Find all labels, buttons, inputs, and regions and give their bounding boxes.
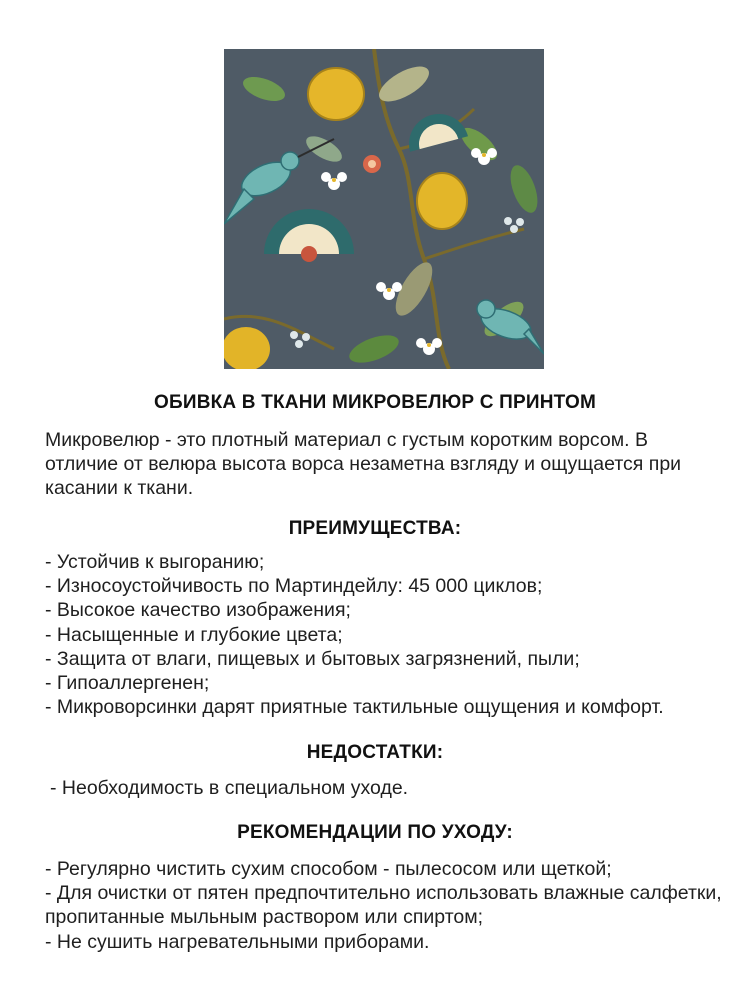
advantages-heading: ПРЕИМУЩЕСТВА: <box>288 518 462 539</box>
list-item: - Необходимость в специальном уходе. <box>50 777 409 799</box>
intro-paragraph: Микровелюр - это плотный материал с густым коротким ворсом. В отличие от велюра высота ворса незаметна взгляду и ощущается при касании к ткани. <box>45 429 682 499</box>
disadvantages-list <box>50 776 730 800</box>
list-item: - Гипоаллергенен; <box>45 672 210 695</box>
disadvantages-heading: НЕДОСТАТКИ: <box>306 742 444 763</box>
care-heading: РЕКОМЕНДАЦИИ ПО УХОДУ: <box>237 822 513 843</box>
section-title: ОБИВКА В ТКАНИ МИКРОВЕЛЮР С ПРИНТОМ <box>154 392 596 413</box>
fabric-print-image <box>224 49 544 369</box>
list-item: - Высокое качество изображения; <box>45 599 351 622</box>
list-item: - Микроворсинки дарят приятные тактильные ощущения и комфорт. <box>45 696 664 719</box>
care-list <box>45 857 725 954</box>
list-item: - Устойчив к выгоранию; <box>45 551 265 573</box>
list-item: - Регулярно чистить сухим способом - пылесосом или щеткой; <box>45 858 612 880</box>
list-item: - Защита от влаги, пищевых и бытовых загрязнений, пыли; <box>45 647 580 670</box>
list-item: - Насыщенные и глубокие цвета; <box>45 623 343 646</box>
list-item: - Не сушить нагревательными приборами. <box>45 930 430 953</box>
advantages-list <box>45 550 725 719</box>
list-item: - Износоустойчивость по Мартиндейлу: 45 000 циклов; <box>45 575 543 598</box>
list-item: - Для очистки от пятен предпочтительно использовать влажные салфетки, пропитанные мыльным раствором или спиртом; <box>45 882 722 929</box>
